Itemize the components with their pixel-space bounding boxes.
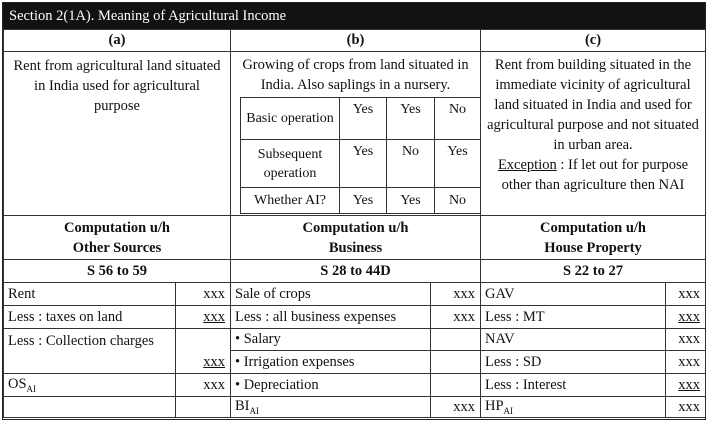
row-value: xxx — [666, 397, 706, 418]
row-value — [431, 329, 481, 351]
grid-cell: Yes — [387, 188, 435, 214]
list-item: GAV — [481, 283, 666, 306]
col-a-text: Rent from agricultural land situated in India used for agricultural purpose — [4, 52, 231, 216]
os-sections: S 56 to 59 — [4, 260, 231, 283]
row-value — [176, 397, 231, 418]
col-b-cell — [231, 52, 481, 216]
list-item: Less : Interest — [481, 374, 666, 397]
list-item: • Depreciation — [231, 374, 431, 397]
grid-cell: No — [435, 98, 481, 140]
list-item: $HP_{AI}$ — [481, 397, 666, 418]
grid-cell: Yes — [340, 188, 387, 214]
col-c-label: (c) — [481, 30, 706, 52]
list-item: Sale of crops — [231, 283, 431, 306]
row-value — [431, 374, 481, 397]
business-sections: S 28 to 44D — [231, 260, 481, 283]
os-computation — [4, 283, 231, 418]
business-heading: Computation u/h Business — [231, 216, 481, 260]
row-value: xxx — [176, 283, 231, 306]
row-value: xxx — [431, 283, 481, 306]
list-item: NAV — [481, 329, 666, 351]
grid-row-label: Subsequent operation — [241, 140, 340, 188]
business-computation — [231, 283, 481, 418]
list-item: Less : SD — [481, 351, 666, 374]
list-item: Less : taxes on land — [4, 306, 176, 329]
hp-sections: S 22 to 27 — [481, 260, 706, 283]
os-heading: Computation u/h Other Sources — [4, 216, 231, 260]
exception-text: : If let out for purpose other than agriculture then NAI — [501, 157, 689, 193]
col-c-cell — [481, 52, 706, 216]
exception-label: Exception — [497, 157, 557, 173]
list-item: Rent — [4, 283, 176, 306]
grid-cell: No — [387, 140, 435, 188]
row-value: xxx — [176, 329, 231, 374]
grid-cell: No — [435, 188, 481, 214]
row-value: xxx — [666, 306, 706, 329]
list-item: • Salary — [231, 329, 431, 351]
grid-row-label: Basic operation — [241, 98, 340, 140]
list-item: $OS_{AI}$ — [4, 374, 176, 397]
col-a-label: (a) — [4, 30, 231, 52]
row-value: xxx — [666, 329, 706, 351]
grid-row-label: Whether AI? — [241, 188, 340, 214]
grid-cell: Yes — [435, 140, 481, 188]
list-item: Less : all business expenses — [231, 306, 431, 329]
list-item: Less : Collection charges — [4, 329, 176, 374]
hp-heading: Computation u/h House Property — [481, 216, 706, 260]
row-value: xxx — [666, 283, 706, 306]
main-table — [3, 29, 706, 418]
row-value: xxx — [666, 374, 706, 397]
list-item — [4, 397, 176, 418]
col-b-label: (b) — [231, 30, 481, 52]
grid-cell: Yes — [387, 98, 435, 140]
hp-computation — [481, 283, 706, 418]
grid-cell: Yes — [340, 98, 387, 140]
col-b-text: Growing of crops from land situated in India. Also saplings in a nursery. — [242, 57, 469, 93]
row-value: xxx — [431, 306, 481, 329]
col-c-text: Rent from building situated in the immediate vicinity of agricultural land situated in India and used for agricultural purpose and not situated in urban area. — [487, 57, 699, 153]
list-item: $BI_{AI}$ — [231, 397, 431, 418]
grid-cell: Yes — [340, 140, 387, 188]
row-value — [431, 351, 481, 374]
list-item: • Irrigation expenses — [231, 351, 431, 374]
row-value: xxx — [176, 374, 231, 397]
row-value: xxx — [666, 351, 706, 374]
row-value: xxx — [431, 397, 481, 418]
agricultural-income-document — [2, 2, 706, 420]
operation-grid — [240, 97, 481, 214]
row-value: xxx — [176, 306, 231, 329]
page-title: Section 2(1A). Meaning of Agricultural Income — [3, 3, 705, 29]
list-item: Less : MT — [481, 306, 666, 329]
